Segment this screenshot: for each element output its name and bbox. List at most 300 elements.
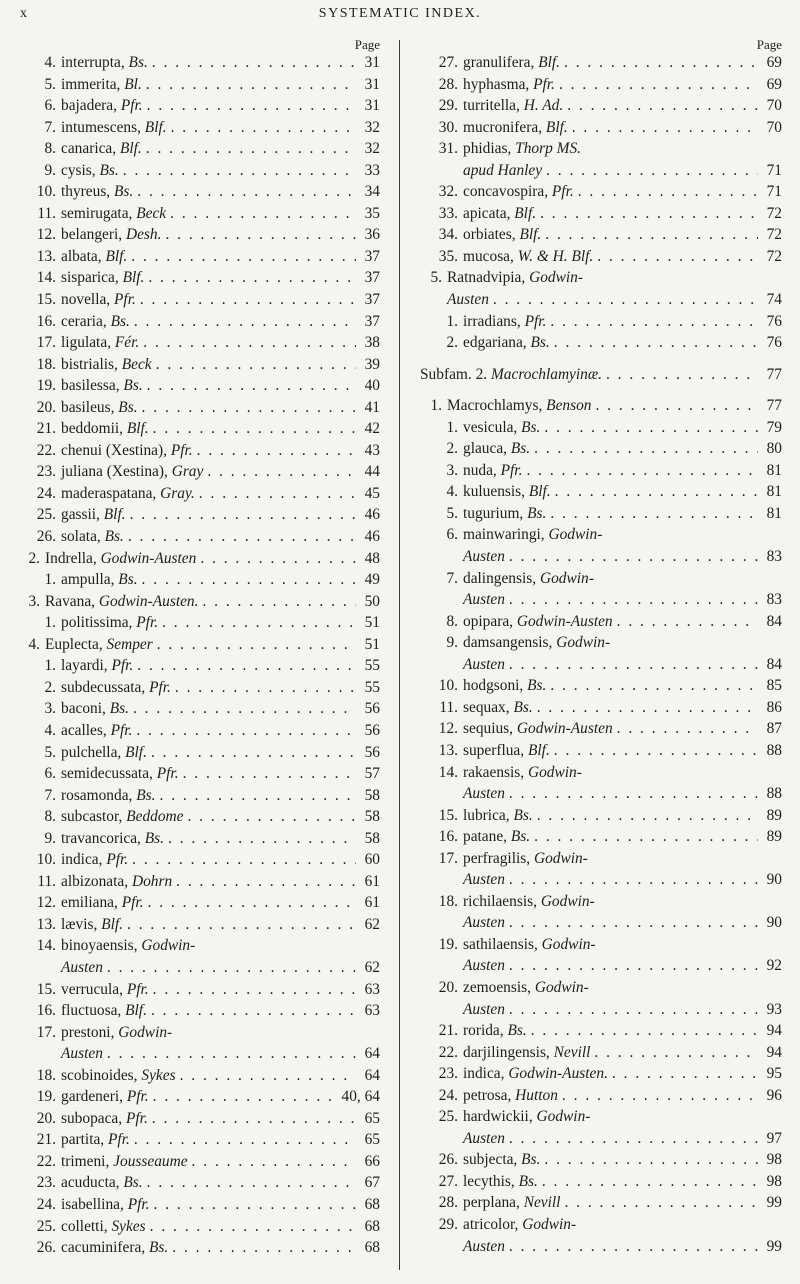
leader-dots (151, 742, 356, 764)
leader-dots (148, 267, 356, 289)
species-entry (18, 849, 380, 871)
taxon-name: intumescens, (61, 118, 141, 136)
author-name: Pfr. (500, 461, 523, 479)
entry-number: 18. (438, 892, 458, 910)
page-reference: 37 (364, 247, 380, 265)
page-reference: 46 (364, 506, 380, 524)
author-name: Austen (463, 1129, 505, 1147)
species-entry (18, 655, 380, 677)
author-name: Pfr. (108, 1131, 130, 1149)
taxon-name: cacuminifera, (61, 1239, 146, 1257)
author-name: Bs. (513, 698, 533, 716)
taxon-name: glauca, (463, 440, 508, 458)
page-reference: 81 (766, 461, 782, 479)
taxon-name: ceraria, (61, 312, 107, 330)
page-reference: 88 (766, 741, 782, 759)
leader-dots (526, 460, 758, 482)
page-reference: 56 (364, 700, 380, 718)
author-name: Godwin-Austen (100, 549, 197, 567)
taxon-name: acuducta, (61, 1174, 120, 1192)
author-name: Bs. (144, 829, 165, 847)
leader-dots (197, 440, 356, 462)
entry-number: 1. (446, 418, 458, 436)
taxon-name: verrucula, (61, 980, 123, 998)
leader-dots (192, 1151, 356, 1173)
page-reference: 68 (364, 1195, 380, 1213)
leader-dots (150, 1216, 356, 1238)
author-name: Thorp MS. (515, 140, 582, 158)
taxon-name: hyphasma, (463, 75, 530, 93)
entry-number: 5. (430, 269, 442, 287)
species-entry (420, 632, 782, 654)
author-name: Bs. (109, 700, 129, 718)
species-entry (420, 1171, 782, 1193)
page-reference: 50 (364, 592, 380, 610)
species-entry (420, 503, 782, 525)
author-name: Bs. (521, 1151, 541, 1169)
entry-number: 15. (438, 806, 458, 824)
entry-number: 13. (438, 741, 458, 759)
page-reference: 46 (364, 528, 380, 546)
entry-number: 25. (438, 1108, 458, 1126)
author-name: Godwin- (527, 763, 582, 781)
leader-dots (550, 503, 758, 525)
author-name: Bs. (128, 54, 148, 71)
author-name: Pfr. (126, 1088, 149, 1106)
taxon-name: basilessa, (61, 377, 120, 395)
species-entry (18, 720, 380, 742)
page-reference: 58 (364, 808, 380, 826)
entry-number: 26. (438, 1151, 458, 1169)
page-reference: 81 (766, 504, 782, 522)
taxon-name: nuda, (463, 461, 497, 479)
taxon-name: maderaspatana, (61, 484, 157, 502)
page-reference: 92 (766, 957, 782, 975)
author-name: Pfr. (149, 678, 171, 696)
author-name: Godwin- (141, 937, 196, 955)
taxon-name: perplana, (463, 1194, 520, 1212)
genus-entry (420, 267, 782, 289)
page-reference: 51 (364, 614, 380, 632)
species-entry (420, 869, 782, 891)
leader-dots (143, 332, 356, 354)
page-reference: 66 (364, 1152, 380, 1170)
author-name: Pfr. (126, 980, 149, 998)
author-name: Beck (121, 355, 152, 373)
author-name: Austen (463, 1237, 505, 1255)
entry-number: 24. (36, 1195, 56, 1213)
entry-number: 9. (44, 829, 56, 847)
page-reference: 83 (766, 591, 782, 609)
species-entry (18, 569, 380, 591)
taxon-name: richilaensis, (463, 892, 537, 910)
taxon-name: belangeri, (61, 226, 123, 244)
species-entry (420, 611, 782, 633)
author-name: Pfr. (111, 657, 134, 675)
author-name: Blf. (101, 915, 124, 933)
page-reference: 38 (364, 334, 380, 352)
species-entry (18, 914, 380, 936)
entry-number: 1. (446, 312, 458, 330)
page-reference: 85 (766, 677, 782, 695)
entry-number: 26. (36, 528, 56, 546)
leader-dots (572, 117, 758, 139)
taxon-name: subcastor, (61, 808, 123, 826)
page-reference: 63 (364, 980, 380, 998)
taxon-name: sisparica, (61, 269, 119, 287)
leader-dots (187, 806, 356, 828)
author-name: Bs. (99, 161, 119, 179)
taxon-name: sathilaensis, (463, 935, 538, 953)
page-reference: 77 (766, 365, 782, 383)
page-reference: 72 (766, 204, 782, 222)
species-entry (420, 138, 782, 160)
species-entry (18, 957, 380, 979)
species-entry (18, 267, 380, 289)
entry-number: 29. (438, 1215, 458, 1233)
leader-dots (142, 397, 356, 419)
taxon-name: ampulla, (61, 571, 115, 589)
species-entry (420, 203, 782, 225)
species-entry (420, 805, 782, 827)
taxon-name: rorida, (463, 1022, 504, 1040)
taxon-name: phidias, (463, 140, 512, 158)
species-entry (420, 438, 782, 460)
index-column-right (420, 38, 782, 1257)
entry-number: 34. (438, 226, 458, 244)
species-entry (420, 934, 782, 956)
taxon-name: sequius, (463, 720, 514, 738)
leader-dots (147, 95, 356, 117)
leader-dots (146, 138, 356, 160)
page-reference: 72 (766, 226, 782, 244)
species-entry (420, 417, 782, 439)
taxon-name: Indrella, (45, 549, 97, 567)
page-reference: 56 (364, 721, 380, 739)
entry-number: 1. (430, 397, 442, 415)
author-name: Blf. (144, 118, 167, 136)
author-name: Godwin- (529, 269, 583, 287)
leader-dots (165, 224, 356, 246)
taxon-name: indica, (463, 1065, 505, 1083)
species-entry (18, 612, 380, 634)
entry-number: 8. (44, 808, 56, 826)
species-entry (18, 117, 380, 139)
author-name: Godwin- (548, 526, 603, 544)
entry-number: 9. (44, 161, 56, 179)
taxon-name: basileus, (61, 398, 115, 416)
author-name: Desh. (125, 226, 162, 244)
species-entry (18, 806, 380, 828)
page-header (0, 0, 800, 28)
species-entry (420, 481, 782, 503)
taxon-name: lævis, (61, 915, 98, 933)
species-entry (420, 977, 782, 999)
species-entry (420, 1063, 782, 1085)
entry-number: 2. (446, 334, 458, 352)
page-reference: 97 (766, 1129, 782, 1147)
taxon-name: juliana (Xestina), (61, 463, 168, 481)
page-reference: 58 (364, 829, 380, 847)
species-entry (420, 848, 782, 870)
page-reference: 57 (364, 765, 380, 783)
leader-dots (153, 1086, 338, 1108)
author-name: Blf. (514, 204, 537, 222)
species-entry (420, 160, 782, 182)
page-reference: 76 (766, 334, 782, 352)
page-reference: 33 (364, 161, 380, 179)
leader-dots (617, 611, 758, 633)
taxon-name: travancorica, (61, 829, 141, 847)
taxon-name: subopaca, (61, 1109, 123, 1127)
author-name: Godwin-Austen. (508, 1065, 608, 1083)
leader-dots (130, 504, 356, 526)
species-entry (18, 74, 380, 96)
species-entry (18, 892, 380, 914)
page-reference: 94 (766, 1043, 782, 1061)
author-name: Pfr. (114, 291, 136, 309)
page-reference: 96 (766, 1086, 782, 1104)
author-name: Jousseaume (113, 1152, 188, 1170)
genus-entry (18, 591, 380, 613)
species-entry (18, 52, 380, 74)
leader-dots (567, 95, 758, 117)
page-reference: 76 (766, 312, 782, 330)
leader-dots (128, 526, 356, 548)
leader-dots (157, 634, 356, 656)
species-entry (420, 654, 782, 676)
taxon-name: canarica, (61, 140, 117, 158)
page-reference: 84 (766, 612, 782, 630)
author-name: Pfr. (524, 312, 547, 330)
page-reference: 55 (364, 678, 380, 696)
taxon-name: rakaensis, (463, 763, 525, 781)
species-entry (420, 117, 782, 139)
entry-number: 19. (36, 1088, 56, 1106)
author-name: Blf. (528, 483, 551, 501)
leader-dots (172, 1237, 356, 1259)
entry-number: 1. (44, 614, 56, 632)
page-reference: 37 (364, 312, 380, 330)
page-reference: 55 (364, 657, 380, 675)
author-name: Pfr. (170, 441, 193, 459)
entry-number: 28. (438, 1194, 458, 1212)
page-reference: 69 (766, 54, 782, 71)
species-entry (18, 1043, 380, 1065)
entry-number: 20. (438, 978, 458, 996)
species-entry (18, 95, 380, 117)
entry-number: 21. (438, 1022, 458, 1040)
page-reference: 84 (766, 655, 782, 673)
species-entry (18, 1108, 380, 1130)
leader-dots (546, 160, 758, 182)
leader-dots (202, 591, 356, 613)
taxon-name: hodgsoni, (463, 677, 524, 695)
entry-number: 16. (438, 828, 458, 846)
species-entry (18, 332, 380, 354)
entry-number: 2. (446, 440, 458, 458)
entry-number: 1. (44, 657, 56, 675)
page-reference: 95 (766, 1065, 782, 1083)
author-name: Bs. (118, 571, 138, 589)
species-entry (420, 589, 782, 611)
entry-number: 10. (36, 183, 56, 201)
taxon-name: solata, (61, 528, 101, 546)
leader-dots (559, 74, 758, 96)
taxon-name: subdecussata, (61, 678, 146, 696)
entry-number: 6. (44, 97, 56, 115)
leader-dots (131, 246, 356, 268)
leader-dots (554, 740, 758, 762)
species-entry (420, 95, 782, 117)
entry-number: 31. (438, 140, 458, 158)
species-entry (18, 1065, 380, 1087)
page-reference: 36 (364, 226, 380, 244)
taxon-name: orbiates, (463, 226, 516, 244)
entry-number: 15. (36, 980, 56, 998)
author-name: Austen (61, 1045, 103, 1063)
species-entry (18, 1086, 380, 1108)
page-reference: 35 (364, 204, 380, 222)
page-reference: 71 (766, 183, 782, 201)
page-reference: 48 (364, 549, 380, 567)
taxon-name: damsangensis, (463, 634, 553, 652)
taxon-name: indica, (61, 851, 103, 869)
page-reference: 65 (364, 1131, 380, 1149)
leader-dots (134, 311, 356, 333)
entry-number: 2. (44, 678, 56, 696)
entry-number: 16. (36, 1002, 56, 1020)
entry-number: 17. (36, 334, 56, 352)
leader-dots (612, 1063, 758, 1085)
author-name: Bs. (123, 377, 143, 395)
leader-dots (153, 418, 356, 440)
entry-number: 6. (446, 526, 458, 544)
author-name: Bs. (118, 398, 138, 416)
entry-number: 26. (36, 1239, 56, 1257)
species-entry (18, 1022, 380, 1044)
leader-dots (154, 1194, 357, 1216)
index-column-left (18, 38, 380, 1259)
leader-dots (152, 1108, 356, 1130)
leader-dots (199, 483, 356, 505)
leader-dots (594, 1042, 758, 1064)
taxon-name: dalingensis, (463, 569, 537, 587)
author-name: Bs. (527, 677, 547, 695)
leader-dots (156, 354, 356, 376)
author-name: Bs. (136, 786, 156, 804)
species-entry (18, 138, 380, 160)
species-entry (18, 397, 380, 419)
species-entry (18, 1129, 380, 1151)
taxon-name: Macrochlamys, (447, 397, 543, 415)
author-name: Fér. (114, 334, 140, 352)
author-name: Pfr. (110, 721, 133, 739)
page-reference: 31 (364, 75, 380, 93)
author-name: Bs. (507, 1022, 527, 1040)
entry-number: 13. (36, 247, 56, 265)
taxon-name: layardi, (61, 657, 108, 675)
subfamily-heading (420, 364, 782, 386)
page-reference: 93 (766, 1000, 782, 1018)
species-entry (420, 1149, 782, 1171)
taxon-name: sequax, (463, 698, 510, 716)
entry-number: 12. (36, 226, 56, 244)
entry-number: 10. (438, 677, 458, 695)
author-name: Pfr. (551, 183, 574, 201)
author-name: Blf. (519, 226, 542, 244)
taxon-name: ligulata, (61, 334, 112, 352)
page-number: x (20, 6, 28, 21)
entry-number: 23. (36, 1174, 56, 1192)
taxon-name: granulifera, (463, 54, 535, 71)
page-reference: 39 (364, 355, 380, 373)
species-entry (420, 246, 782, 268)
leader-dots (617, 718, 758, 740)
species-entry (18, 181, 380, 203)
author-name: Blf. (125, 1002, 147, 1020)
page-reference: 90 (766, 914, 782, 932)
entry-number: 32. (438, 183, 458, 201)
taxon-name: mucronifera, (463, 118, 543, 136)
species-entry (420, 718, 782, 740)
page-reference: 98 (766, 1172, 782, 1190)
taxon-name: colletti, (61, 1217, 108, 1235)
page-reference: 61 (364, 872, 380, 890)
page-reference: 56 (364, 743, 380, 761)
author-name: Pfr. (127, 1195, 150, 1213)
page-reference: 86 (766, 698, 782, 716)
leader-dots (140, 289, 356, 311)
taxon-name: chenui (Xestina), (61, 441, 167, 459)
leader-dots (134, 1129, 356, 1151)
page-reference: 81 (766, 483, 782, 501)
entry-number: 22. (438, 1043, 458, 1061)
species-entry (18, 375, 380, 397)
entry-number: 20. (36, 1109, 56, 1127)
species-entry (420, 74, 782, 96)
entry-number: 24. (36, 484, 56, 502)
page-reference: 89 (766, 828, 782, 846)
species-entry (420, 311, 782, 333)
entry-number: 22. (36, 1152, 56, 1170)
species-entry (420, 460, 782, 482)
leader-dots (564, 52, 758, 74)
author-name: Bs. (149, 1239, 169, 1257)
author-name: Sykes (111, 1217, 146, 1235)
page-reference: 68 (364, 1217, 380, 1235)
author-name: Pfr. (121, 894, 144, 912)
entry-number: 14. (36, 937, 56, 955)
taxon-name: Subfam. 2. (420, 365, 488, 383)
leader-dots (146, 74, 356, 96)
leader-dots (534, 826, 758, 848)
page-reference: 31 (364, 97, 380, 115)
species-entry (18, 461, 380, 483)
entry-number: 12. (36, 894, 56, 912)
species-entry (420, 1236, 782, 1258)
genus-entry (18, 548, 380, 570)
author-name: Bs. (513, 806, 533, 824)
entry-number: 17. (36, 1023, 56, 1041)
species-entry (420, 1020, 782, 1042)
leader-dots (544, 417, 758, 439)
species-entry (420, 1042, 782, 1064)
author-name: Bs. (510, 440, 531, 458)
author-name: Austen (463, 914, 505, 932)
page-reference: 70 (766, 97, 782, 115)
page-reference: 89 (766, 806, 782, 824)
